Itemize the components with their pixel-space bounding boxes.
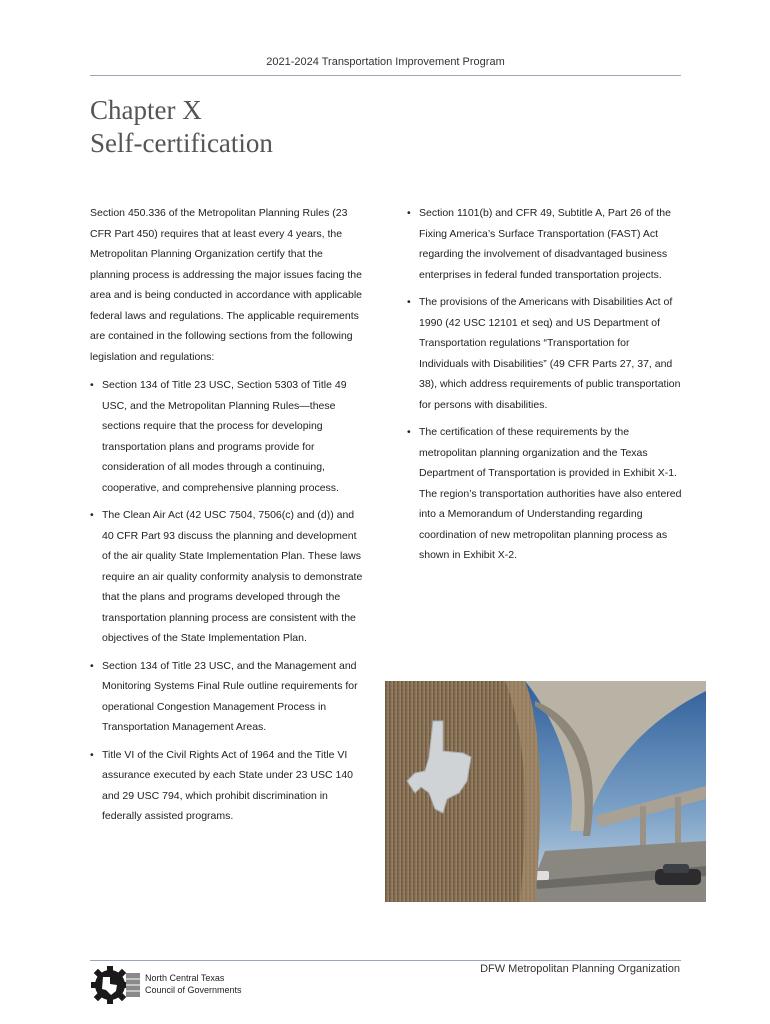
intro-paragraph: Section 450.336 of the Metropolitan Planning Rules (23 CFR Part 450) requires that at least every 4 years, the Metropolitan Planning Organization certify that the planning process is addressing the major issues facing the area and is being conducted in accordance with applicable federal laws and regulations. The applicable requirements are contained in the following sections from the following legislation and regulations:	[90, 207, 363, 363]
list-item: • Section 134 of Title 23 USC, Section 5303 of Title 49 USC, and the Metropolitan Planning Rules—these sections require that the process for developing transportation plans and programs provide for consideration of all modes through a continuing, cooperative, and comprehensive planning process.	[90, 375, 365, 498]
highway-photo-image	[385, 681, 706, 902]
running-header: 2021-2024 Transportation Improvement Program	[266, 56, 505, 68]
right-bullet-list	[407, 203, 682, 566]
gear-icon	[90, 965, 142, 1005]
left-bullet-list	[90, 375, 365, 827]
header-divider	[90, 75, 681, 76]
logo-line-2: Council of Governments	[145, 985, 242, 995]
chapter-title	[90, 94, 273, 160]
list-item: • Section 1101(b) and CFR 49, Subtitle A, Part 26 of the Fixing America’s Surface Transportation (FAST) Act regarding the involvement of disadvantaged business enterprises in federal funded transportation projects.	[407, 203, 682, 285]
list-item: • The certification of these requirements by the metropolitan planning organization and the Texas Department of Transportation is provided in Exhibit X-1. The region’s transportation authorities have also entered into a Memorandum of Understanding regarding coordination of new metropolitan planning process as shown in Exhibit X-2.	[407, 422, 682, 566]
logo-line-1: North Central Texas	[145, 973, 225, 983]
chapter-subtitle: Self-certification	[90, 128, 273, 158]
highway-photo	[385, 681, 706, 902]
right-column	[407, 203, 682, 573]
left-column	[90, 203, 365, 834]
chapter-number: Chapter X	[90, 95, 202, 125]
list-item: • The provisions of the Americans with Disabilities Act of 1990 (42 USC 12101 et seq) and US Department of Transportation regulations “Transportation for Individuals with Disabilities” (49 CFR Parts 27, 37, and 38), which address requirements of public transportation for persons with disabilities.	[407, 292, 682, 415]
footer-organization: DFW Metropolitan Planning Organization	[480, 963, 680, 975]
list-item: • Section 134 of Title 23 USC, and the Management and Monitoring Systems Final Rule outline requirements for operational Congestion Management Process in Transportation Management Areas.	[90, 656, 365, 738]
logo-text	[145, 972, 242, 996]
nctcog-logo	[90, 965, 142, 1005]
footer-divider	[90, 960, 681, 961]
list-item: • Title VI of the Civil Rights Act of 1964 and the Title VI assurance executed by each State under 23 USC 140 and 29 USC 794, which prohibit discrimination in federally assisted programs.	[90, 745, 365, 827]
list-item: • The Clean Air Act (42 USC 7504, 7506(c) and (d)) and 40 CFR Part 93 discuss the planning and development of the air quality State Implementation Plan. These laws require an air quality conformity analysis to demonstrate that the plans and programs developed through the transportation planning process are consistent with the objectives of the State Implementation Plan.	[90, 505, 365, 649]
